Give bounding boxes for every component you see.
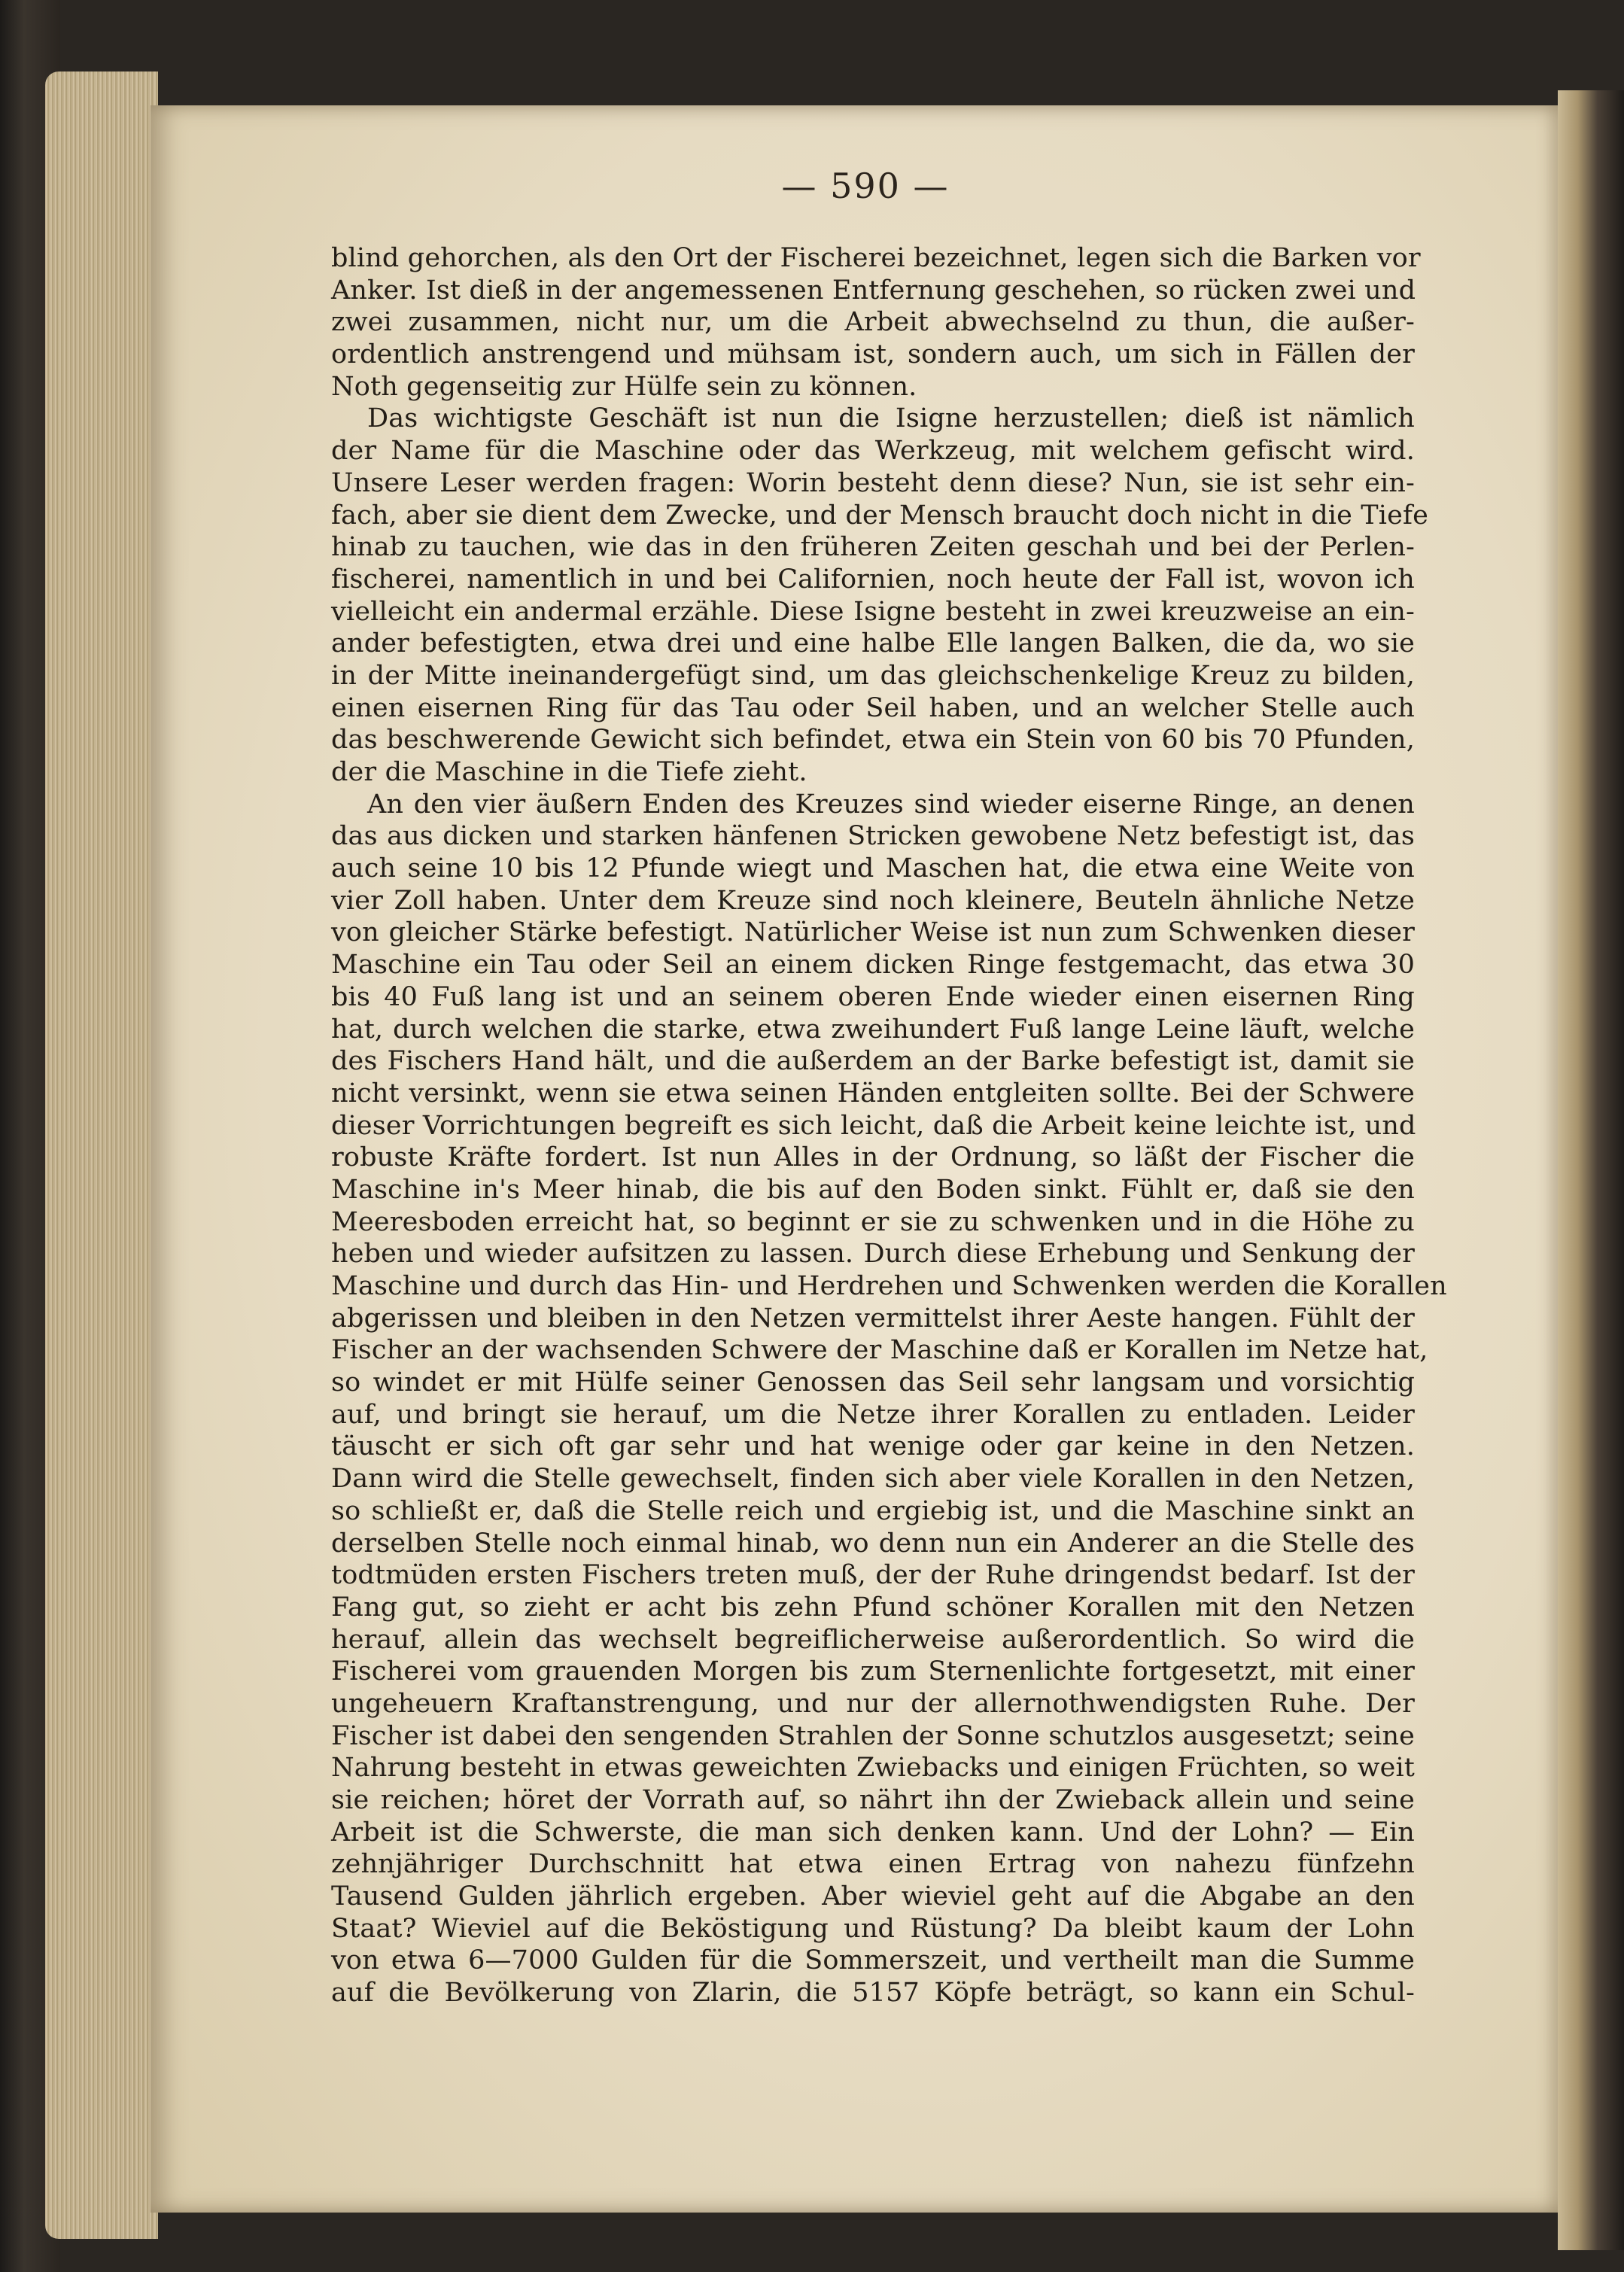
text-line: zwei zusammen, nicht nur, um die Arbeit abwechselnd zu thun, die außer-: [331, 307, 1415, 338]
page-edges: [45, 71, 158, 2239]
text-line: vier Zoll haben. Unter dem Kreuze sind noch kleinere, Beuteln ähnliche Netze: [331, 885, 1415, 916]
text-line: zehnjähriger Durchschnitt hat etwa einen Ertrag von nahezu fünfzehn: [331, 1849, 1415, 1880]
text-line: auch seine 10 bis 12 Pfunde wiegt und Maschen hat, die etwa eine Weite von: [331, 853, 1415, 884]
text-line: robuste Kräfte fordert. Ist nun Alles in der Ordnung, so läßt der Fischer die: [331, 1142, 1415, 1173]
text-line: Nahrung besteht in etwas geweichten Zwiebacks und einigen Früchten, so weit: [331, 1753, 1415, 1784]
text-line: dieser Vorrichtungen begreift es sich leicht, daß die Arbeit keine leichte ist, und: [331, 1110, 1416, 1141]
text-line: todtmüden ersten Fischers treten muß, der der Ruhe dringendst bedarf. Ist der: [331, 1560, 1415, 1591]
text-line: von etwa 6—7000 Gulden für die Sommerszeit, und vertheilt man die Summe: [331, 1945, 1415, 1976]
text-line: An den vier äußern Enden des Kreuzes sind wieder eiserne Ringe, an denen: [367, 789, 1415, 820]
text-line: Dann wird die Stelle gewechselt, finden sich aber viele Korallen in den Netzen,: [331, 1464, 1415, 1495]
text-line: hat, durch welchen die starke, etwa zweihundert Fuß lange Leine läuft, welche: [331, 1014, 1415, 1045]
text-line: fach, aber sie dient dem Zwecke, und der Mensch braucht doch nicht in die Tiefe: [331, 500, 1428, 531]
text-line: auf die Bevölkerung von Zlarin, die 5157 Köpfe beträgt, so kann ein Schul-: [331, 1978, 1415, 2009]
text-line: täuscht er sich oft gar sehr und hat wenige oder gar keine in den Netzen.: [331, 1431, 1415, 1462]
body-text: [331, 242, 1447, 2009]
text-line: ungeheuern Kraftanstrengung, und nur der allernothwendigsten Ruhe. Der: [331, 1688, 1415, 1719]
text-line: auf, und bringt sie herauf, um die Netze ihrer Korallen zu entladen. Leider: [331, 1399, 1415, 1430]
text-line: Unsere Leser werden fragen: Worin besteht denn diese? Nun, sie ist sehr ein-: [331, 467, 1415, 498]
text-line: ander befestigten, etwa drei und eine halbe Elle langen Balken, die da, wo sie: [331, 628, 1415, 659]
text-line: Tausend Gulden jährlich ergeben. Aber wieviel geht auf die Abgabe an den: [331, 1881, 1415, 1912]
text-line: einen eisernen Ring für das Tau oder Seil haben, und an welcher Stelle auch: [331, 692, 1415, 723]
text-line: bis 40 Fuß lang ist und an seinem oberen Ende wieder einen eisernen Ring: [331, 981, 1415, 1012]
text-line: Fischer an der wachsenden Schwere der Maschine daß er Korallen im Netze hat,: [331, 1335, 1428, 1366]
text-line: Fischerei vom grauenden Morgen bis zum Sternenlichte fortgesetzt, mit einer: [331, 1656, 1415, 1687]
text-line: ordentlich anstrengend und mühsam ist, sondern auch, um sich in Fällen der: [331, 339, 1415, 370]
text-line: der die Maschine in die Tiefe zieht.: [331, 757, 807, 787]
text-line: so schließt er, daß die Stelle reich und ergiebig ist, und die Maschine sinkt an: [331, 1495, 1415, 1526]
text-line: sie reichen; höret der Vorrath auf, so nährt ihn der Zwieback allein und seine: [331, 1785, 1415, 1815]
text-line: heben und wieder aufsitzen zu lassen. Durch diese Erhebung und Senkung der: [331, 1239, 1415, 1270]
text-line: in der Mitte ineinandergefügt sind, um das gleichschenkelige Kreuz zu bilden,: [331, 660, 1415, 691]
text-line: nicht versinkt, wenn sie etwa seinen Händen entgleiten sollte. Bei der Schwere: [331, 1078, 1415, 1109]
page-number: — 590 —: [781, 166, 950, 206]
text-line: blind gehorchen, als den Ort der Fischerei bezeichnet, legen sich die Barken vor: [331, 243, 1421, 273]
text-line: das beschwerende Gewicht sich befindet, etwa ein Stein von 60 bis 70 Pfunden,: [331, 725, 1415, 756]
text-line: Maschine und durch das Hin- und Herdrehen und Schwenken werden die Korallen: [331, 1271, 1447, 1301]
text-line: von gleicher Stärke befestigt. Natürlicher Weise ist nun zum Schwenken dieser: [331, 917, 1415, 948]
book-spine-right: [1558, 90, 1624, 2250]
text-line: Staat? Wieviel auf die Beköstigung und Rüstung? Da bleibt kaum der Lohn: [331, 1913, 1415, 1944]
text-line: Anker. Ist dieß in der angemessenen Entfernung geschehen, so rücken zwei und: [331, 275, 1416, 306]
text-line: Maschine in's Meer hinab, die bis auf den Boden sinkt. Fühlt er, daß sie den: [331, 1174, 1415, 1205]
text-line: so windet er mit Hülfe seiner Genossen das Seil sehr langsam und vorsichtig: [331, 1367, 1415, 1398]
text-line: Arbeit ist die Schwerste, die man sich denken kann. Und der Lohn? — Ein: [331, 1817, 1415, 1848]
text-line: Meeresboden erreicht hat, so beginnt er sie zu schwenken und in die Höhe zu: [331, 1206, 1415, 1237]
text-line: fischerei, namentlich in und bei Californien, noch heute der Fall ist, wovon ich: [331, 564, 1415, 595]
text-line: vielleicht ein andermal erzähle. Diese Isigne besteht in zwei kreuzweise an ein-: [331, 596, 1415, 627]
text-line: Noth gegenseitig zur Hülfe sein zu können.: [331, 371, 917, 402]
text-line: derselben Stelle noch einmal hinab, wo denn nun ein Anderer an die Stelle des: [331, 1528, 1415, 1559]
text-line: herauf, allein das wechselt begreiflicherweise außerordentlich. So wird die: [331, 1624, 1415, 1655]
text-line: Fischer ist dabei den sengenden Strahlen der Sonne schutzlos ausgesetzt; seine: [331, 1720, 1415, 1751]
text-line: Fang gut, so zieht er acht bis zehn Pfund schöner Korallen mit den Netzen: [331, 1592, 1415, 1623]
text-line: des Fischers Hand hält, und die außerdem an der Barke befestigt ist, damit sie: [331, 1046, 1415, 1077]
text-line: Das wichtigste Geschäft ist nun die Isigne herzustellen; dieß ist nämlich: [367, 403, 1415, 434]
text-line: das aus dicken und starken hänfenen Stricken gewobene Netz befestigt ist, das: [331, 821, 1415, 852]
text-line: Maschine ein Tau oder Seil an einem dicken Ringe festgemacht, das etwa 30: [331, 950, 1415, 981]
text-line: abgerissen und bleiben in den Netzen vermittelst ihrer Aeste hangen. Fühlt der: [331, 1303, 1415, 1334]
text-line: hinab zu tauchen, wie das in den früheren Zeiten geschah und bei der Perlen-: [331, 532, 1415, 563]
text-line: der Name für die Maschine oder das Werkzeug, mit welchem gefischt wird.: [331, 436, 1415, 467]
